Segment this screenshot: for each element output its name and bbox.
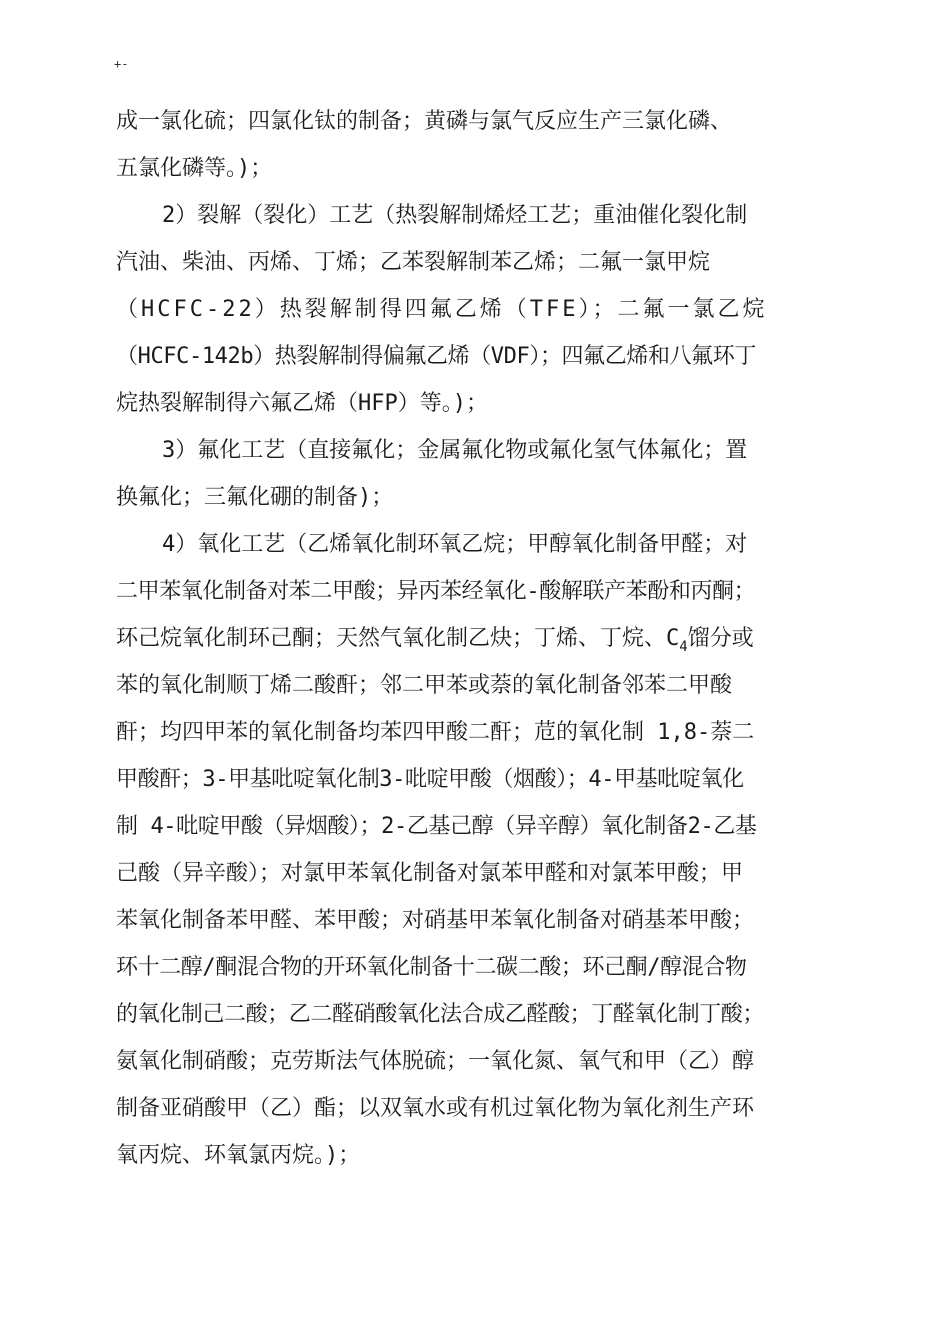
text-line: 制备亚硝酸甲（乙）酯；以双氧水或有机过氧化物为氧化剂生产环 xyxy=(116,1096,755,1121)
text-line: 氨氧化制硝酸；克劳斯法气体脱硫；一氧化氮、氧气和甲（乙）醇 xyxy=(116,1049,755,1074)
text-line: 制 4-吡啶甲酸（异烟酸）；2-乙基己醇（异辛醇）氧化制备2-乙基 xyxy=(116,814,757,839)
text-line: （HCFC-22）热裂解制得四氟乙烯（TFE）；二氟一氯乙烷 xyxy=(116,297,768,322)
text-line: 成一氯化硫；四氯化钛的制备；黄磷与氯气反应生产三氯化磷、 xyxy=(116,109,733,134)
text-line: 五氯化磷等。)； xyxy=(116,156,273,181)
text-line: 汽油、柴油、丙烯、丁烯；乙苯裂解制苯乙烯；二氟一氯甲烷 xyxy=(116,250,711,275)
paragraph-oxidation-start: 4）氧化工艺（乙烯氧化制环氧乙烷；甲醇氧化制备甲醛；对 xyxy=(162,532,748,557)
text-line: 二甲苯氧化制备对苯二甲酸；异丙苯经氧化-酸解联产苯酚和丙酮； xyxy=(116,579,756,604)
text-line: 苯的氧化制顺丁烯二酸酐；邻二甲苯或萘的氧化制备邻苯二甲酸 xyxy=(116,673,733,698)
text-line: 己酸（异辛酸）；对氯甲苯氧化制备对氯苯甲醛和对氯苯甲酸；甲 xyxy=(116,861,744,886)
document-body xyxy=(116,98,856,1179)
text-line: 烷热裂解制得六氟乙烯（HFP）等。)； xyxy=(116,391,488,416)
text-line: 甲酸酐；3-甲基吡啶氧化制3-吡啶甲酸（烟酸）；4-甲基吡啶氧化 xyxy=(116,767,744,792)
text-line: 环十二醇/酮混合物的开环氧化制备十二碳二酸；环己酮/醇混合物 xyxy=(116,955,747,980)
text-line: （HCFC-142b）热裂解制得偏氟乙烯（VDF）；四氟乙烯和八氟环丁 xyxy=(116,344,756,369)
header-mark: +- xyxy=(114,57,129,71)
text-line: 酐；均四甲苯的氧化制备均苯四甲酸二酐；苊的氧化制 1,8-萘二 xyxy=(116,720,755,745)
text-line: 的氧化制己二酸；乙二醛硝酸氧化法合成乙醛酸；丁醛氧化制丁酸； xyxy=(116,1002,765,1027)
text-line: 苯氧化制备苯甲醛、苯甲酸；对硝基甲苯氧化制备对硝基苯甲酸； xyxy=(116,908,755,933)
paragraph-cracking-start: 2）裂解（裂化）工艺（热裂解制烯烃工艺；重油催化裂化制 xyxy=(162,203,748,228)
text-line: 换氟化；三氟化硼的制备)； xyxy=(116,485,394,510)
text-segment: 环己烷氧化制环己酮；天然气氧化制乙炔；丁烯、丁烷、C xyxy=(116,626,680,651)
paragraph-fluorination-start: 3）氟化工艺（直接氟化；金属氟化物或氟化氢气体氟化；置 xyxy=(162,438,748,463)
text-segment: 馏分或 xyxy=(687,626,754,651)
subscript-four: 4 xyxy=(679,639,688,655)
text-line xyxy=(116,615,856,662)
text-line: 氧丙烷、环氧氯丙烷。)； xyxy=(116,1143,361,1168)
